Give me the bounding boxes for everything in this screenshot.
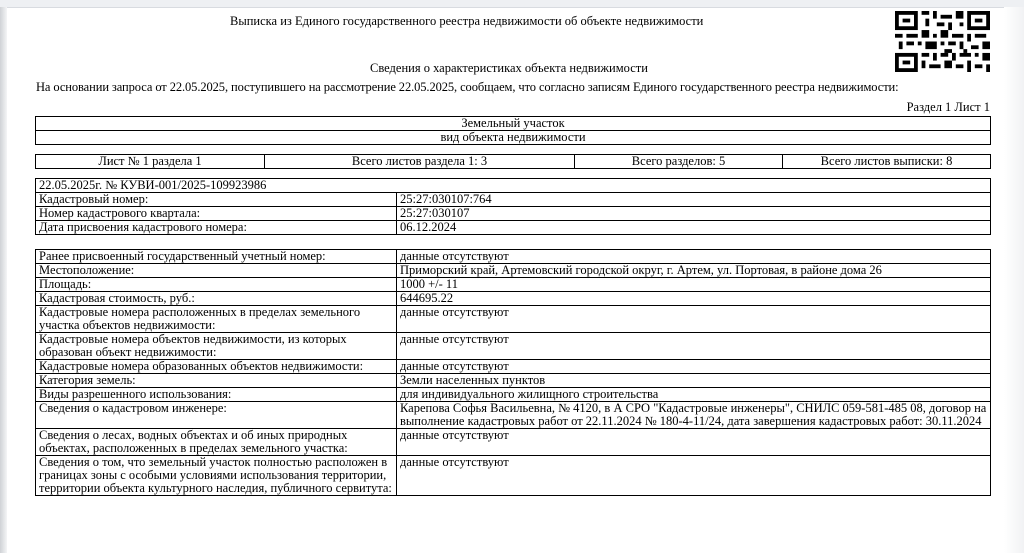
row-value: данные отсутствуют [397, 333, 991, 360]
row-value: 25:27:030107:764 [397, 193, 991, 207]
row-label: Кадастровые номера объектов недвижимости, из которых образован объект недвижимости: [36, 333, 397, 360]
table-row [36, 333, 991, 360]
row-label: Категория земель: [36, 374, 397, 388]
table-row [36, 374, 991, 388]
row-value: для индивидуального жилищного строительства [397, 388, 991, 402]
sheet-info-table [35, 154, 991, 169]
row-value: данные отсутствуют [397, 456, 991, 496]
sheet-number: Лист № 1 раздела 1 [36, 155, 265, 169]
row-label: Сведения о лесах, водных объектах и об иных природных объектах, расположенных в пределах земельного участка: [36, 429, 397, 456]
table-row [36, 207, 991, 221]
row-value: Карепова Софья Васильевна, № 4120, в А СРО "Кадастровые инженеры", СНИЛС 059-581-485 08, договор на выполнение кадастровых работ от 22.11.2024 № 180-4-11/24, дата завершения кадастровых работ: 30.11.2024 [397, 402, 991, 429]
row-label: Сведения о том, что земельный участок полностью расположен в границах зоны с особыми условиями использования территории, территории объекта культурного наследия, публичного сервитута: [36, 456, 397, 496]
row-value: 06.12.2024 [397, 221, 991, 235]
row-label: Кадастровый номер: [36, 193, 397, 207]
object-type-caption: вид объекта недвижимости [36, 131, 991, 145]
row-label: Кадастровая стоимость, руб.: [36, 292, 397, 306]
row-value: 25:27:030107 [397, 207, 991, 221]
characteristics-table [35, 249, 991, 496]
object-type-table [35, 116, 991, 145]
left-page-shadow [0, 7, 7, 553]
row-label: Кадастровые номера расположенных в пределах земельного участка объектов недвижимости: [36, 306, 397, 333]
table-row [36, 193, 991, 207]
document-subtitle: Сведения о характеристиках объекта недвижимости [370, 61, 648, 75]
right-page-shadow [1004, 7, 1024, 553]
record-id: 22.05.2025г. № КУВИ-001/2025-109923986 [36, 179, 991, 193]
table-row [36, 388, 991, 402]
table-row [36, 429, 991, 456]
row-value: Земли населенных пунктов [397, 374, 991, 388]
row-label: Кадастровые номера образованных объектов недвижимости: [36, 360, 397, 374]
table-row [36, 360, 991, 374]
table-row [36, 306, 991, 333]
row-value: данные отсутствуют [397, 250, 991, 264]
browser-toolbar-strip [0, 0, 1024, 8]
extract-sheets-total: Всего листов выписки: 8 [783, 155, 991, 169]
section-sheets-total: Всего листов раздела 1: 3 [265, 155, 575, 169]
table-row [36, 278, 991, 292]
table-row [36, 402, 991, 429]
request-basis-text: На основании запроса от 22.05.2025, поступившего на рассмотрение 22.05.2025, сообщаем, что согласно записям Единого государственного реестра недвижимости: [36, 80, 899, 94]
row-value: данные отсутствуют [397, 306, 991, 333]
section-sheet-label: Раздел 1 Лист 1 [906, 100, 990, 114]
row-label: Номер кадастрового квартала: [36, 207, 397, 221]
row-value: данные отсутствуют [397, 360, 991, 374]
table-row [36, 292, 991, 306]
object-type: Земельный участок [36, 117, 991, 131]
cadastral-number-table [35, 178, 991, 235]
row-value: Приморский край, Артемовский городской округ, г. Артем, ул. Портовая, в районе дома 26 [397, 264, 991, 278]
document-title: Выписка из Единого государственного реестра недвижимости об объекте недвижимости [230, 14, 704, 28]
row-value: данные отсутствуют [397, 429, 991, 456]
table-row [36, 221, 991, 235]
table-row [36, 264, 991, 278]
row-label: Дата присвоения кадастрового номера: [36, 221, 397, 235]
row-label: Сведения о кадастровом инженере: [36, 402, 397, 429]
row-label: Виды разрешенного использования: [36, 388, 397, 402]
row-value: 644695.22 [397, 292, 991, 306]
row-label: Местоположение: [36, 264, 397, 278]
table-row [36, 456, 991, 496]
row-value: 1000 +/- 11 [397, 278, 991, 292]
qr-code-icon [895, 11, 990, 72]
table-row [36, 250, 991, 264]
row-label: Ранее присвоенный государственный учетный номер: [36, 250, 397, 264]
row-label: Площадь: [36, 278, 397, 292]
sections-total: Всего разделов: 5 [575, 155, 783, 169]
